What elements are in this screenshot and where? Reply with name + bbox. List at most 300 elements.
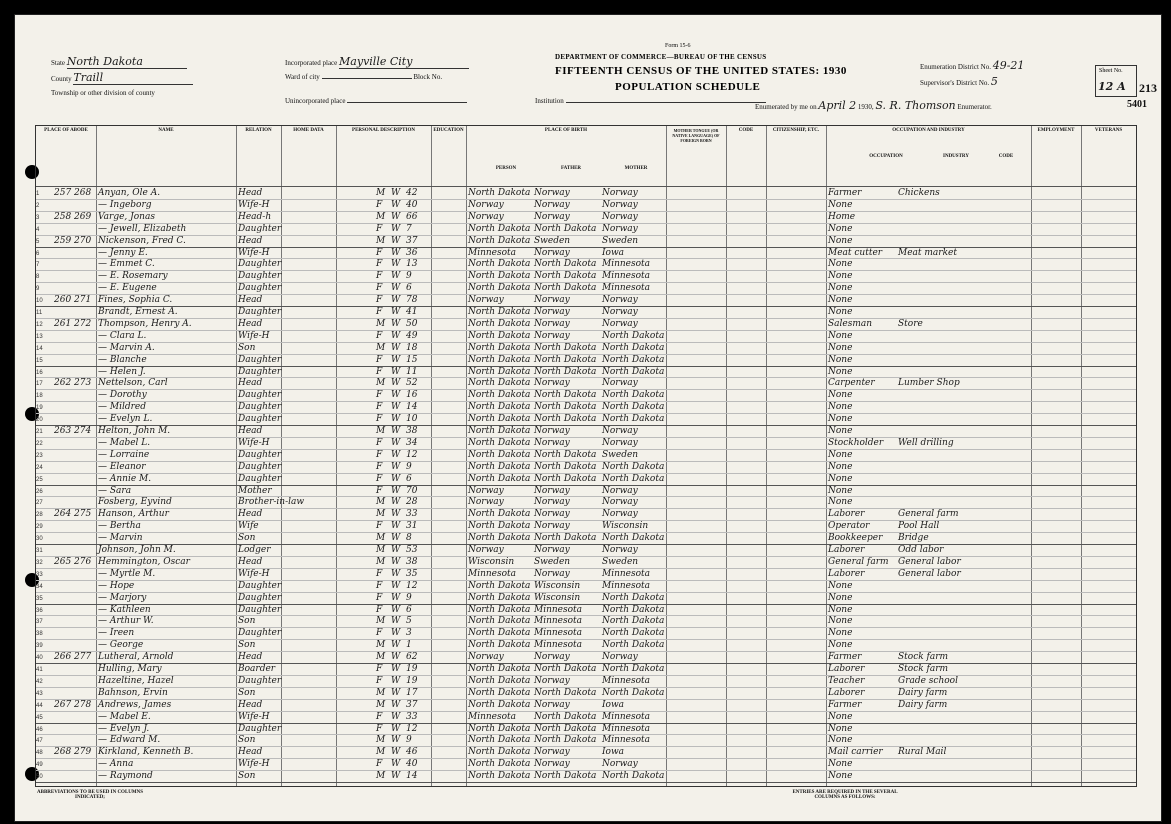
cell-name: Nickenson, Fred C. (98, 235, 186, 246)
cell-race: W (391, 556, 401, 567)
cell-occ: None (828, 604, 853, 615)
cell-race: W (391, 711, 401, 722)
table-row (36, 259, 1136, 272)
cell-occ: None (828, 330, 853, 341)
cell-n: 17 (36, 381, 43, 388)
cell-mother: Minnesota (602, 735, 651, 746)
cell-dw: 266 (54, 652, 72, 663)
cell-age: 19 (406, 664, 418, 674)
table-row (36, 759, 1136, 772)
cell-ind: Grade school (898, 675, 958, 686)
cell-sex: F (376, 366, 383, 377)
cell-sex: M (376, 509, 386, 520)
cell-name: Hulling, Mary (98, 664, 162, 674)
cell-sex: F (376, 759, 383, 770)
cell-mother: Norway (602, 545, 638, 555)
cell-sex: F (376, 247, 383, 258)
footer (35, 790, 1141, 818)
supervisor-field (920, 75, 998, 88)
cell-birth: North Dakota (468, 402, 531, 413)
cell-dw: 264 (54, 509, 72, 520)
cell-n: 22 (36, 440, 43, 447)
table-row (36, 438, 1136, 451)
col-group-abode: PLACE OF ABODE (44, 128, 88, 133)
cell-age: 28 (406, 497, 418, 508)
cell-occ: Mail carrier (828, 747, 883, 758)
cell-sex: M (376, 735, 386, 746)
cell-sex: M (376, 771, 386, 782)
cell-name: — Mabel L. (98, 437, 151, 448)
cell-sex: F (376, 414, 383, 425)
cell-father: Minnesota (534, 604, 583, 615)
cell-birth: North Dakota (468, 318, 531, 329)
col-group-home: HOME DATA (293, 128, 324, 133)
cell-sex: M (376, 318, 386, 329)
census-sheet (14, 14, 1162, 822)
cell-occ: None (828, 473, 853, 484)
cell-sex: M (376, 699, 386, 710)
cell-race: W (391, 533, 401, 544)
table-row (36, 652, 1136, 665)
cell-rel: Wife-H (238, 330, 270, 341)
cell-name: — Evelyn L. (98, 414, 153, 425)
cell-dw: 263 (54, 426, 72, 436)
cell-n: 16 (36, 369, 43, 376)
cell-birth: North Dakota (468, 723, 531, 734)
col-group-employment: EMPLOYMENT (1037, 128, 1075, 133)
cell-n: 11 (36, 310, 43, 316)
cell-fam: 269 (74, 211, 92, 222)
cell-sex: M (376, 497, 386, 508)
cell-ind: Bridge (898, 533, 929, 544)
col-group-occupation: OCCUPATION AND INDUSTRY (892, 128, 965, 133)
cell-occ: None (828, 283, 853, 294)
cell-father: North Dakota (534, 402, 597, 413)
cell-father: Norway (534, 652, 570, 663)
cell-sex: F (376, 402, 383, 413)
cell-occ: None (828, 259, 853, 270)
cell-father: Norway (534, 307, 570, 317)
cell-rel: Daughter (238, 723, 282, 734)
cell-birth: Norway (468, 652, 504, 663)
cell-dw: 268 (54, 747, 72, 758)
cell-age: 8 (406, 533, 412, 544)
cell-name: — Jewell, Elizabeth (98, 223, 187, 234)
cell-ind: Stock farm (898, 652, 949, 663)
cell-age: 31 (406, 521, 418, 532)
cell-name: — George (98, 640, 144, 651)
cell-rel: Head-h (238, 211, 272, 222)
cell-birth: North Dakota (468, 330, 531, 341)
cell-name: Hanson, Arthur (98, 509, 169, 520)
cell-rel: Head (238, 318, 263, 329)
enum-district-value: 49-21 (992, 59, 1025, 72)
table-row (36, 212, 1136, 225)
cell-fam: 270 (74, 235, 92, 246)
cell-rel: Head (238, 509, 263, 520)
col-group-code: CODE (738, 128, 754, 133)
cell-sex: F (376, 604, 383, 615)
table-row (36, 188, 1136, 201)
table-row (36, 367, 1136, 380)
cell-name: Kirkland, Kenneth B. (98, 747, 194, 758)
incorporated-value: Mayville City (339, 55, 469, 69)
cell-fam: 275 (74, 509, 92, 520)
cell-rel: Mother (238, 485, 272, 496)
cell-name: — Marvin A. (98, 342, 155, 353)
cell-occ: None (828, 235, 853, 246)
cell-mother: Sweden (602, 556, 639, 567)
cell-race: W (391, 437, 401, 448)
cell-race: W (391, 723, 401, 734)
cell-race: W (391, 342, 401, 353)
cell-father: Sweden (534, 235, 571, 246)
cell-n: 32 (36, 559, 43, 566)
cell-sex: F (376, 259, 383, 270)
cell-father: North Dakota (534, 723, 597, 734)
cell-n: 41 (36, 667, 43, 673)
cell-ind: Stock farm (898, 664, 949, 674)
cell-rel: Lodger (238, 545, 271, 555)
cell-race: W (391, 628, 401, 639)
township-field (51, 89, 251, 97)
cell-race: W (391, 735, 401, 746)
cell-age: 38 (406, 556, 418, 567)
cell-race: W (391, 318, 401, 329)
cell-n: 8 (36, 274, 40, 281)
cell-mother: Norway (602, 199, 638, 210)
cell-race: W (391, 402, 401, 413)
cell-mother: North Dakota (602, 390, 665, 401)
cell-age: 12 (406, 449, 418, 460)
cell-mother: Iowa (602, 247, 625, 258)
cell-name: Helton, John M. (98, 426, 171, 436)
cell-birth: Norway (468, 199, 504, 210)
cell-rel: Daughter (238, 604, 282, 615)
cell-birth: North Dakota (468, 628, 531, 639)
cell-occ: None (828, 461, 853, 472)
cell-rel: Daughter (238, 223, 282, 234)
cell-n: 38 (36, 631, 43, 638)
cell-father: Minnesota (534, 628, 583, 639)
cell-n: 9 (36, 286, 40, 293)
col-group-relation: RELATION (245, 128, 272, 133)
cell-age: 1 (406, 640, 412, 651)
cell-race: W (391, 592, 401, 603)
cell-father: Norway (534, 747, 570, 758)
block-label: Block No. (413, 73, 443, 81)
cell-age: 6 (406, 473, 412, 484)
cell-race: W (391, 687, 401, 698)
cell-age: 36 (406, 247, 418, 258)
cell-rel: Wife-H (238, 711, 270, 722)
enumerated-year: 1930, (857, 103, 874, 111)
table-row (36, 688, 1136, 701)
cell-occ: Farmer (828, 699, 862, 710)
cell-father: North Dakota (534, 473, 597, 484)
table-row (36, 355, 1136, 368)
cell-age: 7 (406, 223, 412, 234)
cell-ind: Meat market (898, 247, 957, 258)
cell-mother: North Dakota (602, 473, 665, 484)
cell-occ: Farmer (828, 188, 862, 198)
cell-rel: Daughter (238, 461, 282, 472)
cell-sex: F (376, 711, 383, 722)
county-label: County (51, 75, 72, 83)
cell-name: — Annie M. (98, 473, 152, 484)
cell-birth: Minnesota (468, 568, 517, 579)
cell-birth: North Dakota (468, 414, 531, 425)
cell-n: 36 (36, 607, 43, 614)
cell-age: 14 (406, 402, 418, 413)
table-row (36, 462, 1136, 475)
cell-age: 3 (406, 628, 412, 639)
cell-occ: None (828, 342, 853, 353)
cell-mother: North Dakota (602, 342, 665, 353)
cell-occ: None (828, 592, 853, 603)
sheet-number-box (1095, 65, 1137, 97)
cell-occ: Laborer (828, 545, 865, 555)
cell-rel: Wife-H (238, 247, 270, 258)
cell-sex: M (376, 426, 386, 436)
cell-father: North Dakota (534, 664, 597, 674)
cell-father: Minnesota (534, 640, 583, 651)
cell-name: — Mildred (98, 402, 146, 413)
cell-mother: Norway (602, 295, 638, 306)
cell-rel: Boarder (238, 664, 276, 674)
cell-name: — E. Eugene (98, 283, 157, 294)
cell-birth: North Dakota (468, 747, 531, 758)
cell-race: W (391, 747, 401, 758)
cell-race: W (391, 771, 401, 782)
cell-rel: Daughter (238, 283, 282, 294)
county-value: Traill (73, 71, 193, 85)
cell-name: Lutheral, Arnold (98, 652, 174, 663)
cell-sex: M (376, 188, 386, 198)
table-row (36, 747, 1136, 760)
cell-fam: 277 (74, 652, 92, 663)
table-row (36, 224, 1136, 237)
cell-mother: Norway (602, 437, 638, 448)
cell-n: 28 (36, 512, 43, 519)
cell-fam: 273 (74, 378, 92, 389)
col-group-personal: PERSONAL DESCRIPTION (352, 128, 415, 133)
cell-father: Norway (534, 759, 570, 770)
cell-n: 49 (36, 762, 43, 769)
cell-sex: M (376, 652, 386, 663)
cell-age: 70 (406, 485, 418, 496)
sheet-label: Sheet No. (1099, 68, 1123, 74)
cell-sex: M (376, 533, 386, 544)
cell-mother: Wisconsin (602, 521, 649, 532)
cell-age: 62 (406, 652, 418, 663)
cell-race: W (391, 366, 401, 377)
cell-age: 17 (406, 687, 418, 698)
cell-occ: None (828, 628, 853, 639)
cell-rel: Son (238, 640, 256, 651)
table-row (36, 569, 1136, 582)
cell-ind: Dairy farm (898, 699, 948, 710)
enumerated-field (755, 99, 992, 112)
cell-birth: North Dakota (468, 235, 531, 246)
cell-rel: Daughter (238, 414, 282, 425)
cell-rel: Daughter (238, 402, 282, 413)
table-row (36, 700, 1136, 713)
cell-sex: F (376, 664, 383, 674)
col-group-education: EDUCATION (433, 128, 464, 133)
cell-race: W (391, 259, 401, 270)
cell-n: 13 (36, 333, 43, 340)
cell-race: W (391, 497, 401, 508)
cell-occ: None (828, 449, 853, 460)
cell-occ: None (828, 199, 853, 210)
cell-sex: F (376, 354, 383, 365)
cell-n: 1 (36, 191, 40, 197)
cell-mother: North Dakota (602, 616, 665, 627)
cell-birth: North Dakota (468, 342, 531, 353)
cell-name: — Sara (98, 485, 132, 496)
table-row (36, 343, 1136, 356)
cell-age: 35 (406, 568, 418, 579)
state-value: North Dakota (67, 55, 187, 69)
ward-label: Ward of city (285, 73, 320, 81)
cell-occ: Stockholder (828, 437, 884, 448)
enumerator-label: Enumerator. (957, 103, 992, 111)
cell-birth: Wisconsin (468, 556, 515, 567)
cell-sex: F (376, 473, 383, 484)
cell-sex: F (376, 223, 383, 234)
cell-name: Nettelson, Carl (98, 378, 168, 389)
cell-fam: 268 (74, 188, 92, 198)
cell-occ: Home (828, 211, 856, 222)
cell-ind: Chickens (898, 188, 940, 198)
cell-birth: North Dakota (468, 354, 531, 365)
cell-race: W (391, 295, 401, 306)
cell-rel: Daughter (238, 271, 282, 282)
cell-name: Thompson, Henry A. (98, 318, 192, 329)
cell-age: 46 (406, 747, 418, 758)
cell-n: 24 (36, 464, 43, 471)
cell-age: 53 (406, 545, 418, 555)
cell-rel: Son (238, 616, 256, 627)
cell-ind: Rural Mail (898, 747, 947, 758)
cell-race: W (391, 223, 401, 234)
cell-name: — Myrtle M. (98, 568, 156, 579)
cell-occ: Operator (828, 521, 870, 532)
cell-race: W (391, 485, 401, 496)
cell-n: 29 (36, 524, 43, 531)
table-row (36, 557, 1136, 570)
cell-race: W (391, 545, 401, 555)
cell-mother: Minnesota (602, 711, 651, 722)
cell-occ: None (828, 295, 853, 306)
cell-age: 66 (406, 211, 418, 222)
cell-age: 15 (406, 354, 418, 365)
cell-n: 43 (36, 690, 43, 697)
cell-mother: Norway (602, 497, 638, 508)
cell-rel: Daughter (238, 259, 282, 270)
cell-occ: None (828, 759, 853, 770)
cell-name: Brandt, Ernest A. (98, 307, 178, 317)
cell-age: 37 (406, 699, 418, 710)
cell-mother: Norway (602, 211, 638, 222)
cell-father: North Dakota (534, 533, 597, 544)
cell-rel: Daughter (238, 390, 282, 401)
cell-name: — Edward M. (98, 735, 161, 746)
cell-rel: Head (238, 556, 263, 567)
cell-occ: None (828, 640, 853, 651)
cell-father: North Dakota (534, 711, 597, 722)
cell-mother: Iowa (602, 699, 625, 710)
cell-name: — Helen J. (98, 366, 146, 377)
cell-name: Andrews, James (98, 699, 172, 710)
census-title: FIFTEENTH CENSUS OF THE UNITED STATES: 1930 (555, 65, 847, 77)
cell-sex: F (376, 283, 383, 294)
cell-race: W (391, 426, 401, 436)
cell-occ: Laborer (828, 687, 865, 698)
table-row (36, 712, 1136, 725)
cell-father: North Dakota (534, 354, 597, 365)
cell-rel: Son (238, 687, 256, 698)
cell-n: 50 (36, 774, 43, 781)
cell-age: 9 (406, 271, 412, 282)
cell-sex: M (376, 687, 386, 698)
cell-race: W (391, 521, 401, 532)
cell-rel: Daughter (238, 580, 282, 591)
cell-father: North Dakota (534, 735, 597, 746)
cell-age: 78 (406, 295, 418, 306)
cell-birth: North Dakota (468, 437, 531, 448)
cell-mother: Norway (602, 223, 638, 234)
cell-race: W (391, 461, 401, 472)
cell-rel: Wife-H (238, 437, 270, 448)
cell-age: 12 (406, 580, 418, 591)
cell-birth: North Dakota (468, 378, 531, 389)
cell-name: — Kathleen (98, 604, 151, 615)
table-row (36, 450, 1136, 463)
cell-age: 40 (406, 199, 418, 210)
cell-birth: North Dakota (468, 592, 531, 603)
table-row (36, 378, 1136, 391)
cell-dw: 258 (54, 211, 72, 222)
unincorporated-label: Unincorporated place (285, 97, 346, 105)
cell-race: W (391, 604, 401, 615)
cell-n: 20 (36, 417, 43, 424)
cell-occ: Bookkeeper (828, 533, 883, 544)
cell-mother: Minnesota (602, 723, 651, 734)
occ-head: OCCUPATION (869, 154, 903, 159)
cell-dw: 261 (54, 318, 72, 329)
enumerator-name: S. R. Thomson (875, 99, 956, 112)
cell-mother: North Dakota (602, 366, 665, 377)
cell-sex: M (376, 235, 386, 246)
cell-dw: 259 (54, 235, 72, 246)
cell-birth: North Dakota (468, 687, 531, 698)
cell-father: Norway (534, 485, 570, 496)
cell-race: W (391, 378, 401, 389)
cell-rel: Son (238, 342, 256, 353)
cell-sex: F (376, 307, 383, 317)
cell-sex: M (376, 616, 386, 627)
cell-race: W (391, 330, 401, 341)
cell-rel: Head (238, 699, 263, 710)
cell-father: Norway (534, 509, 570, 520)
entries-title: ENTRIES ARE REQUIRED IN THE SEVERAL COLUMNS AS FOLLOWS: (792, 790, 898, 800)
cell-name: — Raymond (98, 771, 153, 782)
cell-n: 12 (36, 321, 43, 328)
supervisor-label: Supervisor's District No. (920, 79, 990, 87)
cell-father: Wisconsin (534, 592, 581, 603)
